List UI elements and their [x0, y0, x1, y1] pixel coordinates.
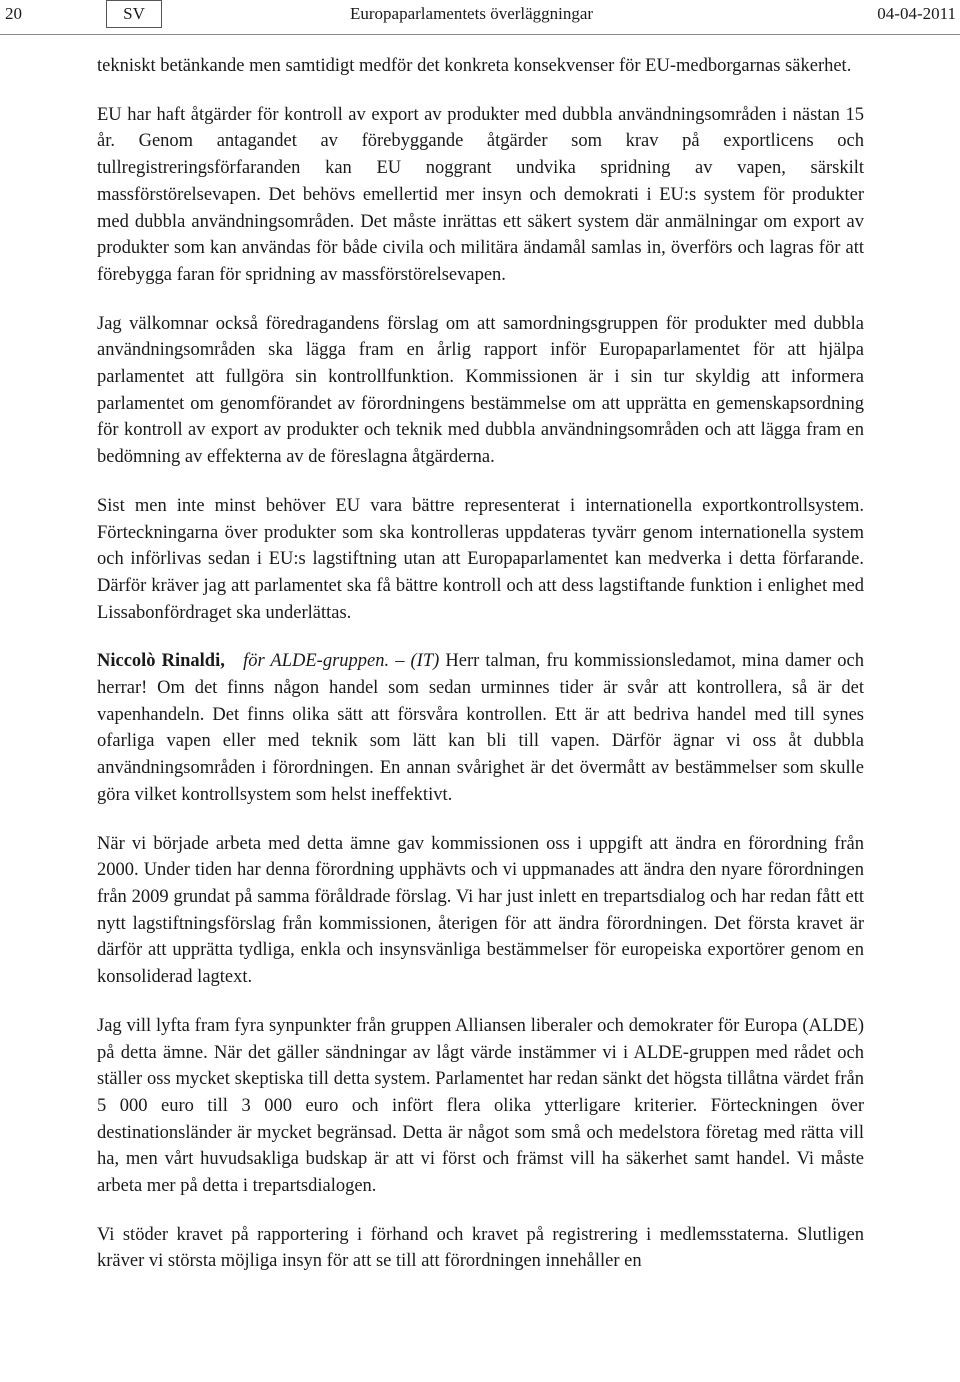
paragraph: Vi stöder kravet på rapportering i förhand och kravet på registrering i medlemsstaterna. Slutligen kräver vi största möjliga insyn för att se till att förordningen innehåller en — [97, 1224, 864, 1272]
header-divider — [0, 34, 960, 35]
paragraph: Sist men inte minst behöver EU vara bättre representerat i internationella exportkontrollsystem. Förteckningarna över produkter som ska kontrolleras uppdateras tyvärr genom internationella system och införlivas sedan i EU:s lagstiftning utan att Europaparlamentet kan medverka i detta förfarande. Därför kräver jag att parlamentet ska få bättre kontroll och att dess lagstiftande funktion i enlighet med Lissabonfördraget ska underlättas. — [97, 495, 864, 623]
header-date: 04-04-2011 — [877, 4, 956, 23]
document-body — [97, 53, 864, 1297]
speaker-name: Niccolò Rinaldi, — [97, 651, 225, 672]
language-code-box: SV — [106, 0, 162, 28]
running-title: Europaparlamentets överläggningar — [350, 4, 594, 23]
paragraph: Jag vill lyfta fram fyra synpunkter från gruppen Alliansen liberaler och demokrater för Europa (ALDE) på detta ämne. När det gäller sändningar av lågt värde instämmer vi i ALDE-gruppen med rådet och ställer oss mycket skeptiska till detta system. Parlamentet har redan sänkt det högsta tillåtna värdet från 5 000 euro till 3 000 euro och infört flera olika ytterligare kriterier. Förteckningen över destinationsländer är mycket begränsad. Detta är något som små och medelstora företag med rätta vill ha, men vårt huvudsakliga budskap är att vi först och främst vill ha säkerhet samt handel. Vi måste arbeta mer på detta i trepartsdialogen. — [97, 1015, 864, 1197]
paragraph: EU har haft åtgärder för kontroll av export av produkter med dubbla användningsområden i nästan 15 år. Genom antagandet av förebyggande åtgärder som krav på exportlicens och tullregistreringsförfaranden kan EU noggrant undvika spridning av vapen, särskilt massförstörelsevapen. Det behövs emellertid mer insyn och demokrati i EU:s system för produkter med dubbla användningsområden. Det måste inrättas ett säkert system där anmälningar om export av produkter som kan användas för både civila och militära ändamål samlas in, överförs och lagras för att förebygga faran för spridning av massförstörelsevapen. — [97, 104, 864, 285]
speaker-role: för ALDE-gruppen. — [243, 651, 390, 672]
paragraph: När vi började arbeta med detta ämne gav kommissionen oss i uppgift att ändra en förordning från 2000. Under tiden har denna förordning upphävts och vi uppmanades att ändra den nyare förordningen från 2009 grundat på samma föråldrade förslag. Vi har just inlett en trepartsdialog och har redan fått ett nytt lagstiftningsförslag från kommissionen, återigen för att ändra förordningen. Det första kravet är därför att upprätta tydliga, enkla och insynsvänliga bestämmelser för europeiska exportörer genom en konsoliderad lagtext. — [97, 833, 864, 988]
speech-opening-text: Herr talman, fru kommissionsledamot, mina damer och herrar! Om det finns någon handel som sedan urminnes tider är svår att kontrollera, så är det vapenhandeln. Det finns olika sätt att försvåra kontrollen. Ett är att bedriva handel med till synes ofarliga vapen eller med teknik som lätt kan bli till vapen. Därför ägnar vi oss åt dubbla användningsområden i förordningen. En annan svårighet är det övermått av bestämmelser som skulle göra vilket kontrollsystem som helst ineffektivt. — [97, 651, 865, 805]
speech-separator: – — [389, 651, 411, 672]
speech-opening-paragraph — [97, 648, 864, 808]
page-header — [0, 0, 960, 30]
paragraph: tekniskt betänkande men samtidigt medför det konkreta konsekvenser för EU-medborgarnas säkerhet. — [97, 56, 852, 76]
speech-language-code: (IT) — [410, 651, 440, 672]
paragraph: Jag välkomnar också föredragandens förslag om att samordningsgruppen för produkter med dubbla användningsområden ska lägga fram en årlig rapport inför Europaparlamentet för att hjälpa parlamentet att fullgöra sin kontrollfunktion. Kommissionen är i sin tur skyldig att informera parlamentet om genomförandet av förordningens bestämmelse om att upprätta en gemenskapsordning för kontroll av export av produkter och teknik med dubbla användningsområden och att lägga fram en bedömning av effekterna av de föreslagna åtgärderna. — [97, 313, 864, 468]
page-number: 20 — [5, 4, 22, 23]
